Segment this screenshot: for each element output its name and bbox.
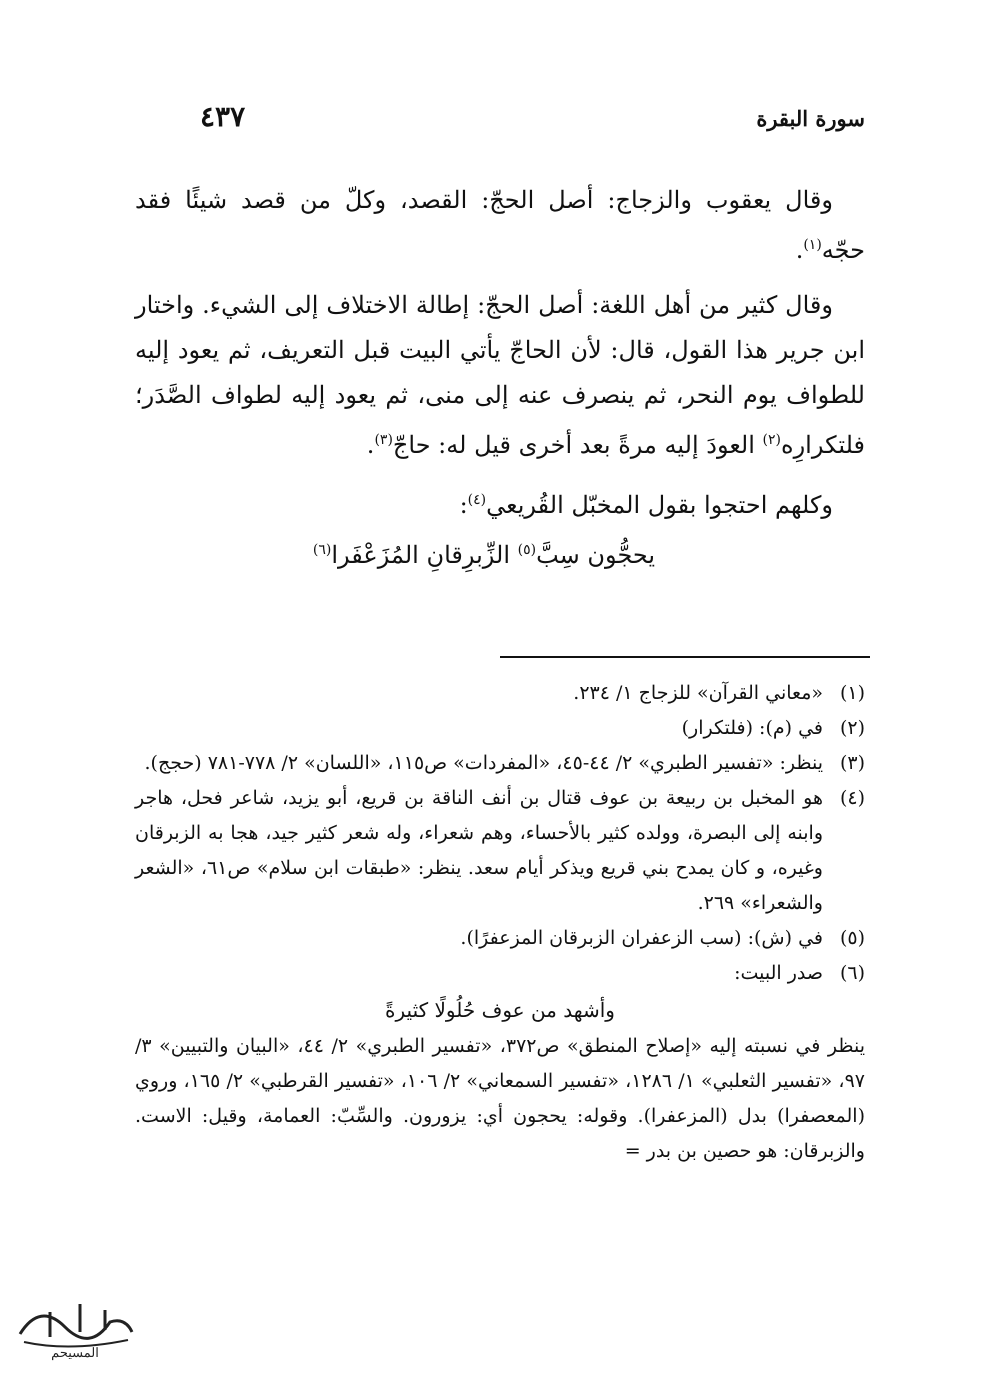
surah-title: سورة البقرة [756, 106, 865, 131]
logo-text: المسيحم [51, 1346, 99, 1361]
footnote-4 [135, 781, 865, 921]
footnote-ref-3: (٣) [374, 432, 393, 448]
footnote-ref-4: (٤) [467, 492, 487, 508]
footnote-number: (٦) [839, 962, 865, 984]
library-stamp-logo [10, 1282, 140, 1362]
page-number: ٤٣٧ [200, 100, 246, 133]
footnote-text: «معاني القرآن» للزجاج ١/ ٢٣٤. [573, 682, 823, 704]
footnote-6 [135, 956, 865, 991]
footnote-3 [135, 746, 865, 781]
footnote-divider [500, 656, 870, 658]
footnote-ref-5: (٥) [517, 542, 537, 558]
footnote-text: في (م): (فلتكرار) [681, 717, 823, 739]
footnotes [135, 676, 865, 1169]
verse-text-a: يحجُّون سِبَّ [536, 541, 656, 569]
paragraph-2-text-b: العودَ إليه مرةً بعد أخرى قيل له: حاجّ [392, 431, 763, 459]
footnote-6-continuation: ينظر في نسبته إليه «إصلاح المنطق» ص٣٧٢، «تفسير الطبري» ٢/ ٤٤، «البيان والتبيين» ٣/ ٩٧، «تفسير الثعلبي» ١/ ١٢٨٦، «تفسير السمعاني» ٢/ ١٠٦، «تفسير القرطبي» ٢/ ١٦٥، وروي (المعصفرا) بدل (المزعفرا). وقوله: يحجون أي: يزورون. والسِّبّ: العمامة، وقيل: الاست. والزبرقان: هو حصين بن بدر = [135, 1035, 866, 1162]
paragraph-2-text-a: وقال كثير من أهل اللغة: أصل الحجّ: إطالة الاختلاف إلى الشيء. واختار ابن جرير هذا القول، قال: لأن الحاجّ يأتي البيت قبل التعريف، ثم يعود إليه للطواف يوم النحر، ثم ينصرف عنه إلى منى، ثم يعود إليه لطواف الصَّدَر؛ فلتكرارِه [135, 291, 866, 459]
footnote-2 [135, 711, 865, 746]
verse-text-b: الزِّبرِقانِ المُزَعْفَرا [331, 541, 518, 569]
paragraph-1-text: وقال يعقوب والزجاج: أصل الحجّ: القصد، وكلّ من قصد شيئًا فقد حجّه [135, 186, 865, 264]
footnote-number: (٥) [839, 927, 865, 949]
footnote-number: (٢) [839, 717, 865, 739]
footnote-text: هو المخبل بن ربيعة بن عوف قتال بن أنف الناقة بن قريع، أبو يزيد، شاعر فحل، هاجر وابنه إلى البصرة، وولده كثير بالأحساء، وهم شعراء، وله شعر كثير جيد، هجا به الزبرقان وغيره، و كان يمدح بني قريع ويذكر أيام سعد. ينظر: «طبقات ابن سلام» ص٦١، «الشعر والشعراء» ٢٦٩. [135, 787, 823, 914]
footnote-ref-1: (١) [803, 237, 822, 253]
paragraph-3-text: وكلهم احتجوا بقول المخبّل القُريعي [486, 491, 833, 519]
footnote-number: (٣) [839, 752, 865, 774]
footnote-number: (٤) [839, 787, 865, 809]
paragraph-2: وقال كثير من أهل اللغة: أصل الحجّ: إطالة الاختلاف إلى الشيء. واختار ابن جرير هذا القول، قال: لأن الحاجّ يأتي البيت قبل التعريف، ثم يعود إليه للطواف يوم النحر، ثم ينصرف عنه إلى منى، ثم يعود إليه لطواف الصَّدَر؛ فلتكرارِه$^{(٢)}$ العودَ إليه مرةً بعد أخرى قيل له: حاجّ$^{(٣)}$. [135, 291, 866, 459]
footnote-text: في (ش): (سب الزعفران الزبرقان المزعفرًا). [460, 927, 823, 949]
footnote-text: صدر البيت: [734, 962, 823, 984]
footnote-number: (١) [839, 682, 865, 704]
footnote-1 [135, 676, 865, 711]
page-header [135, 100, 865, 140]
logo-graphic [10, 1282, 140, 1362]
paragraph-3: وكلهم احتجوا بقول المخبّل القُريعي$^{(٤)}$: [459, 491, 833, 519]
footnote-5 [135, 921, 865, 956]
footnote-6-verse: وأشهد من عوف حُلُولًا كثيرةً [385, 998, 615, 1022]
footnote-ref-6: (٦) [312, 542, 332, 558]
paragraph-1: وقال يعقوب والزجاج: أصل الحجّ: القصد، وكلّ من قصد شيئًا فقد حجّه$^{(١)}$. [135, 186, 865, 264]
footnote-text: ينظر: «تفسير الطبري» ٢/ ٤٤-٤٥، «المفردات» ص١١٥، «اللسان» ٢/ ٧٧٨-٧٨١ (حجج). [144, 752, 823, 774]
poetry-verse [135, 528, 865, 577]
main-text [135, 178, 865, 587]
footnote-ref-2: (٢) [762, 432, 781, 448]
